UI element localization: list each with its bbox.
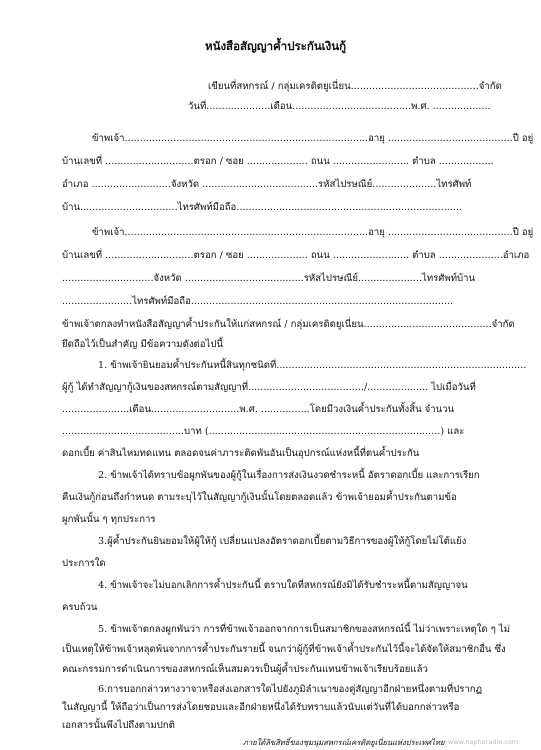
clause-5-line: คณะกรรมการดำเนินการของสหกรณ์เห็นสมควรเป็นผู้ค้ำประกันแทนข้าพเจ้าเรียบร้อยแล้ว (62, 664, 428, 675)
clause-2-line: 2. ข้าพเจ้าได้ทราบข้อผูกพันของผู้กู้ในเรื่องการส่งเงินงวดชำระหนี้ อัตราดอกเบี้ย และการเรียก (98, 470, 480, 481)
guarantor-2-line: ข้าพเจ้า................................................................................อายุ .........................................ปี อยู่ (92, 227, 534, 238)
website-watermark: www.naphoradio.com (448, 738, 519, 746)
clause-3-line: 3.ผู้ค้ำประกันยินยอมให้ผู้ให้กู้ เปลี่ยนแปลงอัตราดอกเบี้ยตามวิธีการของผู้ให้กู้โดยไม่โต้แย้ง (98, 536, 467, 547)
clause-1-line: 1. ข้าพเจ้ายินยอมค้ำประกันหนี้สินทุกชนิดที่.................................................................................. (98, 360, 527, 371)
document-title: หนังสือสัญญาค้ำประกันเงินกู้ (205, 39, 347, 53)
clause-1-line: ดอกเบี้ย ค่าสินไหมทดแทน ตลอดจนค่าภาระติดพันอันเป็นอุปกรณ์แห่งหนี้ที่ตนค้ำประกัน (62, 448, 420, 459)
clause-6-line: 6.การบอกกล่าวทางวาจาหรือส่งเอกสารใดไปยังภูมิลำเนาของคู่สัญญาอีกฝ่ายหนึ่งตามที่ปรากฏ (98, 684, 483, 695)
agreement-intro-line: ยึดถือไว้เป็นสำคัญ มีข้อความดังต่อไปนี้ (62, 339, 223, 350)
written-at-line: เขียนที่สหกรณ์ / กลุ่มเครดิตยูเนี่ยน..........................................จำกัด (208, 81, 502, 92)
clause-5-line: 5. ข้าพเจ้าตกลงผูกพันว่า การที่ข้าพเจ้าออกจากการเป็นสมาชิกของสหกรณ์นี้ ไม่ว่าเพราะเหตุใด ๆ ไม่ (98, 624, 511, 635)
guarantor-2-line: ..............................จังหวัด .......................................รหัสไปรษณีย์.....................ไทรศัพท์บ้าน (62, 273, 476, 284)
clause-1-line: ผู้กู้ ได้ทำสัญญากู้เงินของสหกรณ์ตามสัญญาที่....................................../.................... ไปเมื่อวันที่ (62, 382, 476, 393)
clause-4-line: 4. ข้าพเจ้าจะไม่บอกเลิกการค้ำประกันนี้ ตราบใดที่สหกรณ์ยังมิได้รับชำระหนี้ตามสัญญาจน (98, 580, 468, 591)
clause-6-line: เอกสารนั้นพึงไปถึงตามปกติ (62, 720, 175, 731)
guarantor-1-line: ข้าพเจ้า................................................................................อายุ .........................................ปี อยู่ (92, 133, 534, 144)
guarantor-1-line: บ้านเลขที่ .............................ตรอก / ซอย .................... ถนน ......................... ตำบล .................. (62, 156, 494, 167)
agreement-intro-line: ข้าพเจ้าตกลงทำหนังสือสัญญาค้ำประกันให้แก่สหกรณ์ / กลุ่มเครดิตยูเนี่ยน..........................................จำกัด (62, 319, 515, 330)
clause-2-line: ผูกพันนั้น ๆ ทุกประการ (62, 514, 156, 525)
clause-5-line: เป็นเหตุให้ข้าพเจ้าหลุดพ้นจากการค้ำประกันรายนี้ จนกว่าผู้กู้ที่ข้าพเจ้าค้ำประกันไว้นี้จะได้จัดให้สมาชิกอื่น ซึ่ง (62, 644, 506, 655)
copyright-footer: ภายใต้ลิขสิทธิ์ของชุมนุมสหกรณ์เครดิตยูเนี่ยนแห่งประเทศไทย (243, 738, 445, 747)
clause-1-line: ........................................บาท (............................................................................) และ (62, 426, 465, 437)
clause-4-line: ครบถ้วน (62, 602, 98, 613)
guarantor-2-line: บ้านเลขที่ .............................ตรอก / ซอย .................... ถนน ......................... ตำบล .....................อำเภอ (62, 250, 530, 261)
clause-3-line: ประการใด (62, 558, 106, 569)
clause-1-line: ......................เดือน.............................พ.ศ. ................โดยมีวงเงินค้ำประกันทั้งสิ้น จำนวน (62, 404, 455, 415)
guarantor-1-line: อำเภอ ..........................จังหวัด ......................................รหัสไปรษณีย์.....................ไทรศัพท์ (62, 179, 472, 190)
clause-6-line: ในสัญญานี้ ให้ถือว่าเป็นการส่งโดยชอบและอีกฝ่ายหนึ่งได้รับทราบแล้วนับแต่วันที่ได้บอกกล่าวหรือ (62, 702, 460, 713)
guarantor-1-line: บ้าน................................ไทรศัพท์มือถือ.......................................................................... (62, 202, 462, 213)
guarantor-2-line: .......................ไทรศัพท์มือถือ...................................................................................... (62, 296, 454, 307)
clause-2-line: คืนเงินกู้ก่อนถึงกำหนด ตามระบุไว้ในสัญญากู้เงินนั้นโดยตลอดแล้ว ข้าพเจ้ายอมค้ำประกันตามข้อ (62, 492, 457, 503)
date-line: วันที่.....................เดือน.......................................พ.ศ. ................... (188, 101, 491, 112)
